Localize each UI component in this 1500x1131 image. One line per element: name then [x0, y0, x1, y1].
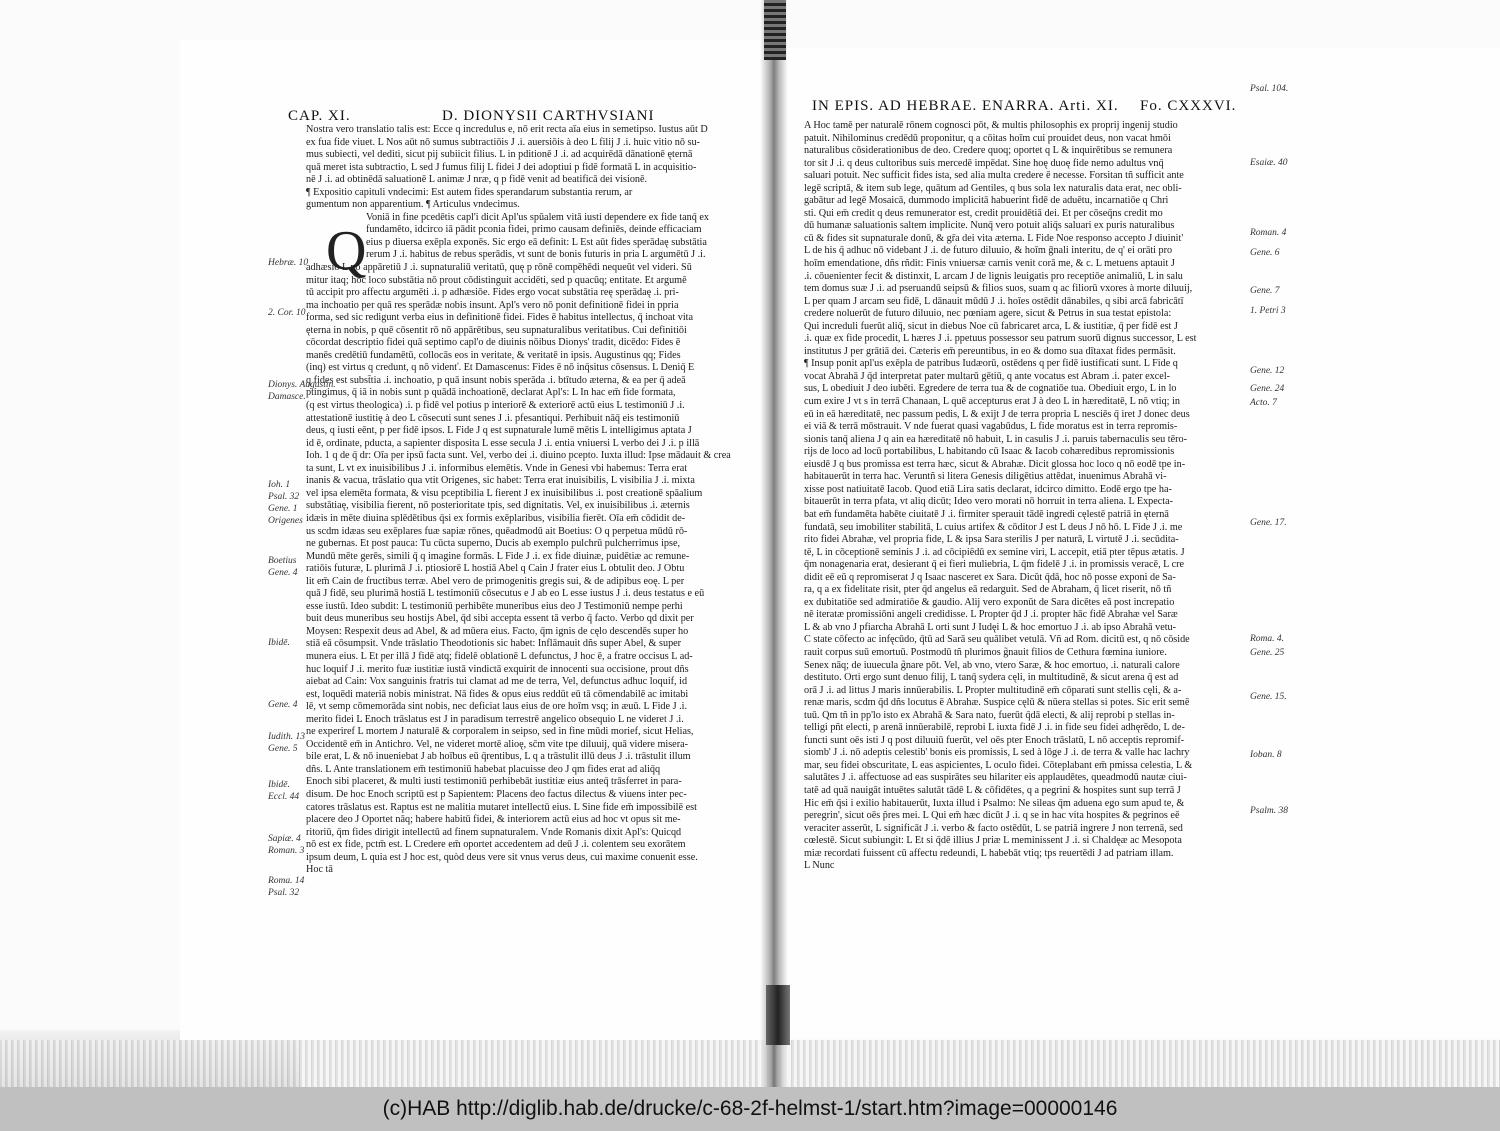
- scan-bottom-noise: [0, 1040, 1500, 1087]
- copyright-footer: [0, 1087, 1500, 1131]
- left-page-line: mitur itaq; hoc loco substātia nō prout cōdistinguit accidēti, sed p quacūq; entitate. Et argumē: [306, 274, 687, 286]
- left-page-line: huc loquif J .i. merito fuæ iustitiæ iustā vindictā exquirit de innocenti sua occisione, prout dñs: [306, 663, 689, 675]
- right-page-line: hoīm emendatione, dñs rñdit: Finis vniuersæ carnis venit corā me, & c. L metuens aptauit J: [804, 258, 1175, 270]
- right-page: [784, 48, 1500, 1038]
- right-page-line: telligi pñt electi, p arenā innūerabilē, reprobi L iuxta fidē J .i. in fide seu fidei adhęrēdo, L de-: [804, 722, 1185, 734]
- right-page-line: tem domus suæ J .i. ad pseruandū seipsū & filios suos, suam q ac filiorū vxores à morte diluuij,: [804, 283, 1193, 295]
- left-page-line: Ioh. 1 q de q̄ dr: Oīa per ipsū facta sunt. Vel, verbo dei .i. diuino pcepto. Iuxta illud: Ipse mādauit & crea: [306, 450, 731, 462]
- left-margin-note: Hebræ. 10: [268, 258, 309, 268]
- left-page-line: forma, sed sic redigunt verba eius in definitionē fidei. Fides ē habitus intellectus, q̄ inchoat vita: [306, 312, 694, 324]
- right-page-line: mar, seu fidei obscuritate, L eas aspicientes, L oculo fidei. Cōteplabant em̄ pmissa celestia, L &: [804, 759, 1193, 771]
- right-page-line: xisse post natiuitatē Iacob. Quod etiā Lira satis declarat, idcirco dimitto. Eodē ergo tpe ha-: [804, 483, 1172, 495]
- left-page-line: stiā eā cōsumpsit. Vnde trāslatio Theodotionis sic habet: Inflāmauit dñs super Abel, & super: [306, 638, 682, 650]
- left-page-line: q fides est subst̄tia .i. inchoatio, p quā insunt nobis sperāda .i. btītudo æterna, & ea per q̄ adeā: [306, 374, 686, 386]
- right-margin-note: Gene. 7: [1250, 286, 1280, 296]
- left-page-line: adhæsio L nō appāretiū J .i. supnaturaliū veritatū, quę p rōnē compēhēdi nequeūt vel videri. Sū: [306, 262, 692, 274]
- right-page-line: fundatā, seu imobiliter stabilitā, L cuius artifex & cōditor J est L deus J nō hō. L Fide J .i. me: [804, 521, 1183, 533]
- left-page-line: quā J fidē, seu plurimā hostiā L testimoniū cōsecutus e J ab eo L esse iustus J .i. deus testatus e eū: [306, 588, 705, 600]
- left-page-line: Moysen: Respexit deus ad Abel, & ad mūera eius. Facto, q̄m ignis de cęlo descendēs super ho: [306, 625, 689, 637]
- right-margin-note: Roman. 4: [1250, 228, 1287, 238]
- left-margin-note: Gene. 1: [268, 504, 298, 514]
- left-page-line: gumentum non apparentium. ¶ Articulus vndecimus.: [306, 199, 520, 211]
- left-margin-note: Dionys. Augustin.: [268, 380, 336, 390]
- left-page-line: idæis in mēte diuina splēdētibus q̄si ex formis exēplaribus, visibilia fierēt. Oīa em̄ cōdidit de-: [306, 512, 686, 524]
- left-page-line: aiebat ad Cain: Vox sanguinis fratris tui clamat ad me de terra, Vel, defunctus adhuc loquif, id: [306, 676, 688, 688]
- right-page-line: tuū. Q̄m tñ in pp'lo isto ex Abrahā & Sara nato, fuerūt q̄dā electi, & alij reprobi p stellas in-: [804, 709, 1175, 721]
- left-margin-note: Iudith. 13: [268, 732, 305, 742]
- right-page-line: sus, L obediuit J deo iubēti. Egredere de terra tua & de cognatiōe tua. Obediuit ergo, L in lo: [804, 383, 1177, 395]
- left-margin-note: Psal. 32: [268, 888, 300, 898]
- left-page-line: ex fua fide viuet. L Nos aūt nō sumus subtractiōis J .i. auersiōis à deo L filij J .i. huic vitio nō su-: [306, 136, 700, 148]
- left-page: [180, 40, 772, 1040]
- right-page-line: L Nunc: [804, 860, 835, 872]
- book-gutter: [760, 0, 788, 1087]
- left-page-line: Hoc tā: [306, 864, 333, 876]
- right-page-line: destituto. Orti ergo sunt denuo filij, L tanq̄ sydera cęli, in multitudinē, & sicut arena q̄ est ad: [804, 672, 1179, 684]
- right-page-line: veraciter asserūt, L significāt J .i. verbo & facto ostēdūt, L se patriā ingrere J non terrenā, sed: [804, 822, 1183, 834]
- right-page-line: A Hoc tamē per naturalē rōnem cognosci pōt, & multis philosophis ex proprij ingenij studio: [804, 120, 1178, 131]
- binding-thread-top: [764, 0, 786, 60]
- right-margin-note: Gene. 12: [1250, 366, 1285, 376]
- left-margin-note: Gene. 4: [268, 700, 298, 710]
- left-page-line: esse iustū. Ideo subdit: L testimoniū perhibēte muneribus eius deo J Testimoniū nempe perhi: [306, 600, 683, 612]
- right-margin-note: Psalm. 38: [1250, 806, 1288, 816]
- right-page-line: peregrin', sicut oēs p̃res mei. L Qui em̄ hæc dicūt J .i. q se in hac vita hospites & pegrinos eē: [804, 810, 1180, 822]
- right-page-line: naturalibus cōsiderationibus de deo. Credere quoq; oportet q L & inquirētibus se remunera: [804, 145, 1173, 157]
- left-margin-note: Ibidē.: [268, 638, 290, 648]
- left-page-line: munera eius. L Et per illā J fidē atq; fidelē oblationē L defunctus, J hoc ē, a fratre occisus L ad-: [306, 650, 693, 662]
- left-page-line: bile erat, L & nō inueniebat J ab hoībus eū q̄rentibus, L q a trāstulit illū deus J .i. trāstulit illum: [306, 751, 691, 763]
- left-margin-note: Roman. 3: [268, 846, 305, 856]
- left-page-line: Nostra vero translatio talis est: Ecce q incredulus e, nō erit recta aīa eius in semetipso. Iustus aūt D: [306, 124, 708, 135]
- binding-thread-bottom: [766, 985, 790, 1045]
- copyright-credit: (c)HAB http://diglib.hab.de/drucke/c-68-2f-helmst-1/start.htm?image=00000146: [382, 1097, 1118, 1120]
- left-page-line: merito fidei L Enoch trāslatus est J in paradisum terrestrē angelico obsequio L ne videret J .i.: [306, 713, 684, 725]
- left-page-line: lē, vt semp cōmemorāda sint nobis, nec deficiat laus eius de ore hoīm vsq; in æuū. L Fide J .i.: [306, 701, 688, 713]
- right-margin-note: Ioban. 8: [1250, 750, 1282, 760]
- right-page-line: eū in eā hæreditatē, nec passum pedis, L & exijt J de terra propria L nesciēs q̄ iret J donec deus: [804, 408, 1190, 420]
- left-page-line: ipsum deum, L quia est J hoc est, quòd deus vere sit vnus verus deus, cui maxime conuenit esse.: [306, 851, 698, 863]
- left-margin-note: Damasce.: [268, 392, 306, 402]
- right-page-line: institutus J per grātiā dei. Cæteris em̄ pereuntibus, in eo & domo sua dītaxat fides permāsit.: [804, 345, 1176, 357]
- right-page-line: ra, q a ex fidelitate risit, pter q̄d angelus eā redarguit. Sed de Abraham, q̄ licet riserit, nō tñ: [804, 584, 1172, 596]
- right-page-line: dū humanæ saluationis saltem implicite. Nunq̄ vero potuit aliq̄s saluari ex puris naturalibus: [804, 220, 1175, 232]
- left-margin-note: Boetius: [268, 556, 297, 566]
- left-page-line: ma inchoatio per quā res sperādæ nobis insunt. Apl's vero nō ponit definitionē fidei in ppria: [306, 299, 679, 311]
- right-page-line: vocat Abrahā J q̄d interpretat pater multarū gētiū, q ante vocatus est Abram .i. pater excel-: [804, 370, 1171, 382]
- right-page-line: patuit. Nihilominus credēdū proponitur, q a cōitas hoīm cui prouidet deus, non vacat hmōi: [804, 132, 1171, 144]
- right-page-line: miæ recordati fuissent cū affectu redeundi, L habebāt vtiq; tps reuertēdi J ad patriam illam.: [804, 847, 1174, 859]
- left-page-line: (q est virtus theologica) .i. p fidē vel potius p interiorē & exteriorē actū eius L testimoniū J .i.: [306, 400, 685, 412]
- right-page-line: L de his q̄ adhuc nō videbant J .i. de futuro diluuio, & hoīm ḡnali interitu, de q' ei orāti pro: [804, 245, 1173, 257]
- left-page-line: buit deus muneribus seu hostijs Abel, q̄d sibi accepta essent tā verbo q̄ facto. Verbo qd dixit per: [306, 613, 694, 625]
- right-page-line: eiusdē J q bus promissa est terra hæc, sicut & Abrahæ. Dicit glossa hoc loco q nō eodē tpe in-: [804, 458, 1186, 470]
- left-page-line: ritoriū, q̄m fides dirigit intellectū ad finem supnaturalem. Vnde Romanis dixit Apl's: Quicqd: [306, 826, 682, 838]
- right-page-line: saluari potuit. Nec sufficit fides ista, sed alia multa credere ē necesse. Forsitan tñ sufficit ante: [804, 170, 1184, 182]
- left-margin-note: Eccl. 44: [268, 792, 300, 802]
- left-margin-note: Sapiæ. 4: [268, 834, 301, 844]
- left-page-line: substātiaę, visibilia fierent, nō posterioritate tpis, sed dignitatis. Vel, ex inuisibilibus .i. æternis: [306, 500, 690, 512]
- right-page-line: renæ maris, scd̄m q̄d dñs locutus ē Abrahæ. Suspice cęlū & nūera stellas si potes. Sic erit semē: [804, 697, 1190, 709]
- right-margin-note: Gene. 6: [1250, 248, 1280, 258]
- right-margin-note: Psal. 104.: [1250, 84, 1289, 94]
- left-page-line: id ē, ordinate, pducta, a sapienter disposita L esse secula J .i. entia vniuersi L verbo dei J .i. p illā: [306, 437, 700, 449]
- right-page-line: C state cōfecto ac infęcūdo, q̄tū ad Sarā seu quālibet vetulā. Vñ ad Rom. dicitū est, q nō cōside: [804, 634, 1190, 646]
- left-page-line: ptingimus, q̄ iā in nobis sunt p quādā inchoationē, declarat Apl's: L In hac em̄ fide formata,: [306, 387, 676, 399]
- left-page-line: fundamēto, idcirco iā pādit pconia fidei, primo causam definiēs, deinde efficaciam: [366, 224, 702, 236]
- right-page-line: rauit corpus suū emortuū. Postmodū tñ plurimos g̃nauit filios de Cethura fœmina iuniore.: [804, 646, 1167, 658]
- right-margin-note: 1. Petri 3: [1250, 306, 1286, 316]
- left-page-line: est, loquēdi materiā nobis ministrat. Nā fides & opus eius reddūt eū tā cōmendabilē ac imitabi: [306, 688, 689, 700]
- left-page-line: placere deo J Oportet nāq; habere habitū fidei, & interiorem actū eius ad hoc vt opus sit me-: [306, 814, 681, 826]
- left-page-line: Mundū mēte gerēs, simili q̄ q imagine formās. L Fide J .i. ex fide diuinæ, puidētiæ ac remune-: [306, 550, 690, 562]
- left-margin-note: Roma. 14: [268, 876, 305, 886]
- right-page-line: L & ab vno J pfiarcha Abrahā L orti sunt J Iudęi L & hoc emortuo J .i. ab ipso Abrahā vetu-: [804, 621, 1177, 633]
- left-page-line: ratiōis futuræ, L plurimā J .i. ptiosiorē L hostiā Abel q Cain J frater eius L obtulit deo. J Obtu: [306, 563, 685, 575]
- right-page-line: ei viā & terrā mōstrauit. V nde fuerat quasi vagabūdus, L fide moratus est in terra repromis-: [804, 421, 1178, 433]
- left-page-line: disum. De hoc Enoch scriptū est p Sapientem: Placens deo factus dilectus & viuens inter pec-: [306, 788, 687, 800]
- left-page-line: ęterna in nobis, p quē cōsentit rō nō appārētibus, seu supnaturalibus veritatibus. Cui definitiōi: [306, 324, 687, 336]
- right-page-line: salutātes J .i. affectuose ad eas suspirātes seu hilariter eis applaudētes, queadmodū nautæ ciui-: [804, 772, 1187, 784]
- left-page-line: inanis & vacua, trāslatio qua vtit Origenes, sic habet: Terra erat inuisibilis, L visibilia J .i. mixta: [306, 475, 695, 487]
- right-page-line: siomb' J .i. nō adeptis celestib' bonis eis promissis, L sed à lōge J .i. de terra & valle hac lachry: [804, 747, 1190, 759]
- left-page-line: tū accipit pro affectu argumēti .i. p adhæsiōe. Fides ergo vocat substātia reę sperādaę .i. pri-: [306, 287, 679, 299]
- right-page-line: ex dubitatiōe sed admiratiōe & gaudio. Alij vero exponūt de Sara dicētes eā post increpatio: [804, 596, 1175, 608]
- right-page-line: bat em̄ fundamēta habēte ciuitatē J .i. firmiter sperauit tādē ingredi cęlestē patriā in ęternā: [804, 508, 1169, 520]
- right-page-line: ¶ Insup ponit apl'us exēpla de patribus Iudæorū, ostēdens q per fidē iustificati sunt. L Fide q: [804, 358, 1178, 370]
- right-page-line: rijs de loco ad locū portabilibus, L habitando cū Isaac & Iacob cohæredibus repromissionis: [804, 446, 1175, 458]
- right-page-line: cū & fides sit supnaturale donū, & gr̄a dei vita æterna. L Fide Noe responso accepto J diuinit': [804, 232, 1184, 244]
- right-page-line: Hic em̄ q̄si i exilio habitauerūt, Iuxta illud i Psalmo: Ne sileas q̄m aduena ego sum apud te, &: [804, 797, 1185, 809]
- right-page-line: .i. cōuenienter fecit & distinxit, L arcam J de lignis leuigatis pro receptiōe animaliū, L in salu: [804, 270, 1183, 282]
- right-page-line: Senex nāq; de iuuecula g̃nare pōt. Vel, ab vno, vtero Saræ, & hoc emortuo, .i. naturali calore: [804, 659, 1180, 671]
- left-margin-note: 2. Cor. 10: [268, 308, 306, 318]
- left-page-line: deus, q iusti eēnt, p per fidē ipsos. L Fide J q est supnaturale lumē mētis L intelligimus aptata J: [306, 425, 692, 437]
- right-margin-note: Gene. 17.: [1250, 518, 1287, 528]
- right-page-line: nē iteratæ promissiōni angeli credidisse. L Propter q̄d J .i. propter hāc fidē Abrahæ vel Saræ: [804, 609, 1178, 621]
- right-page-line: habitauerūt in terra hac. Veruntñ si litera Genesis diligētius attēdat, inuenimus Abrahā vi-: [804, 471, 1167, 483]
- right-page-line: didit eē eū q repromiserat J q Isaac nasceret ex Sara. Dicūt q̄dā, hoc nō posse exponi de Sa-: [804, 571, 1176, 583]
- left-page-line: vel ipsa elemēta formata, & visu pceptibilia L fierent J ex inuisibilibus .i. post creationē spāalium: [306, 487, 703, 499]
- left-page-line: attestationē iustitię à deo L cōsecuti sunt senes J .i. pfesantiqui. Perhibuit nāq̄ eis testimoniū: [306, 412, 680, 424]
- left-page-line: eius p diuersa exēpla exponēs. Sic ergo eā definit: L Est aūt fides sperādaę substātia: [366, 236, 707, 248]
- left-margin-note: Ioh. 1: [268, 480, 291, 490]
- left-page-line: lit em̄ Cain de fructibus terræ. Abel vero de primogenitis gregis sui, & de adipibus eoę. L per: [306, 575, 685, 587]
- running-title-left: D. DIONYSII CARTHVSIANI: [442, 108, 655, 124]
- right-margin-note: Roma. 4.: [1250, 634, 1285, 644]
- right-page-line: gabātur ad legē Mosaicā, dummodo implicitā habuerint fidē de aduētu, incarnatiōe q Chri: [804, 195, 1169, 207]
- right-page-line: tatē ad quā nauigāt intuētes salutāt tādē L & cōfidētes, q a pegrini & hospites sunt sup terrā J: [804, 784, 1181, 796]
- left-text-column: [306, 124, 762, 877]
- right-page-line: Qui increduli fuerūt aliq̄, sicut in diebus Noe cū fabricaret arca, L & iustitiæ, q̄ per fidē est J: [804, 320, 1178, 332]
- right-page-line: orā J .i. ad littus J maris innūerabilis. L Propter multitudinē em̄ cōparati sunt stellis cęli, & a-: [804, 684, 1182, 696]
- left-page-line: Occidentē em̄ in Antichro. Vel, ne videret mortē alioę, sc̄m vite tpe diluuij, quā videre misera-: [306, 738, 689, 750]
- right-text-column: [804, 120, 1242, 873]
- left-margin-note: Gene. 4: [268, 568, 298, 578]
- right-page-line: bitauerūt in terra pfata, vt aliq dicūt; Ideo vero morati nō horruit in terra aliena. L Expecta-: [804, 496, 1174, 508]
- left-margin-note: Ibidē.: [268, 780, 290, 790]
- left-page-line: (inq) est virtus q credunt, q nō videnť. Et Damascenus: Fides ē nō inq̄situs cōsensus. L Deniq̄ E: [306, 362, 695, 374]
- right-page-line: credere noluerūt de futuro diluuio, nec pœniam agere, sicut & Petrus in sua testat epistola:: [804, 308, 1172, 320]
- folio-number: Fo. CXXXVI.: [1140, 98, 1237, 114]
- left-page-line: ne experiref L mortem J naturalē & corporalem in seipso, sed in fine mūdi morief, sicut Helias,: [306, 726, 694, 738]
- left-page-line: manēs credētiū fundamētū, collocās eos in veritate, & veritatē in ipsis. Augustinus qq; Fides: [306, 349, 681, 361]
- left-margin-note: Psal. 32: [268, 492, 300, 502]
- left-page-line: Enoch sibi placeret, & multi iusti testimoniū perhibebāt iustitiæ eius anteq̄ trāsferret in para-: [306, 776, 682, 788]
- right-page-line: tē, L in cōceptionē seminis J .i. ad cōcipiēdū ex semine viri, L accepit, etiā pter tēpus ætatis. J: [804, 546, 1185, 558]
- right-margin-note: Gene. 25: [1250, 648, 1285, 658]
- dropcap-initial: Q: [326, 220, 367, 282]
- right-page-line: functi sunt oēs isti J q post diluuiū fuerūt, vel oēs pter Enoch trāslatū, L nō acceptis repromif-: [804, 734, 1185, 746]
- right-page-line: q̄m nonagenaria erat, desierant q̄ ei fieri muliebria, L q̄m fidelē J .i. in promissis veracē, L cre: [804, 559, 1185, 571]
- left-page-line: Voniā in fine pcedētis capl'i dicit Apl'us spūalem vitā iusti dependere ex fide tanq̄ ex: [366, 211, 709, 223]
- left-margin-note: Gene. 5: [268, 744, 298, 754]
- left-page-line: ¶ Expositio capituli vndecimi: Est autem fides sperandarum substantia rerum, ar: [306, 186, 633, 198]
- right-margin-note: Acto. 7: [1250, 398, 1277, 408]
- left-page-line: nē J .i. ad obtinēdā saluationē L animæ J nræ, q p fidē venit ad beatificā dei visionē.: [306, 174, 648, 186]
- left-page-line: ne gubernas. Et post pauca: Tu cūcta superno, Ducis ab exemplo pulchrū pulcherrimus ipse,: [306, 538, 681, 550]
- left-page-line: mus subiecti, vel dediti, sicut pij subiicit filius. L in pditionē J .i. ad acquirēdā dānationē ęternā: [306, 149, 693, 161]
- right-page-line: tor sit J .i. q deus cultoribus suis mercedē impēdat. Sine hoę duoę fide nemo adultus vnq̄: [804, 157, 1164, 169]
- right-page-line: cœlestē. Sicut subiungit: L Et si q̄dē illius J priæ L meminissent J .i. si Chaldęæ ac Mesopota: [804, 835, 1182, 847]
- left-page-line: rerum J .i. habitus de rebus sperādis, vt sunt de bonis futuris in pria L argumētū J .i.: [366, 249, 706, 261]
- left-margin-note: Origenes: [268, 516, 303, 526]
- right-page-line: L per quam J arcam seu fidē, L dānauit mūdū J .i. hoīes ostēdit dānabiles, q sibi arcā fabricātī: [804, 295, 1184, 307]
- chapter-label: CAP. XI.: [288, 108, 351, 124]
- right-margin-note: Gene. 24: [1250, 384, 1285, 394]
- running-title-right: IN EPIS. AD HEBRAE. ENARRA. Arti. XI.: [812, 98, 1119, 114]
- right-page-line: .i. quæ ex fide procedit, L hæres J .i. ppetuus possessor seu patrum suorū dignus successor, L est: [804, 333, 1197, 345]
- left-page-line: catores trāslatus est. Raptus est ne malitia mutaret intellectū eius. L Sine fide em̄ impossibilē est: [306, 801, 697, 813]
- right-page-line: sionis tanq̄ aliena J q ain ea hæreditatē nō habuit, L in casulis J .i. paruis tabernaculis seu tēro-: [804, 433, 1187, 445]
- left-page-line: quā meret ista subtractio, L sed J fumus filij L fidei J dei adoptiui p fidē formatā L in acquisitio-: [306, 161, 697, 173]
- left-page-line: ta sunt, L vt ex inuisibilibus J .i. informibus elemētis. Vnde in Genesi vbi habemus: Terra erat: [306, 462, 688, 474]
- right-page-line: rito fidei Abrahæ, vel propria fide, L & ipsa Sara sterilis J per naturā, L virtutē J .i. secūdita-: [804, 534, 1179, 546]
- right-page-line: cum exire J vt s in terrā Chanaan, L quē accepturus erat J à deo L in hæreditatē, L nō vtiq; in: [804, 396, 1180, 408]
- right-page-line: legē scriptā, & item sub lege, quātum ad Gentiles, q bus sola lex naturalis data erat, nec obli-: [804, 182, 1182, 194]
- left-page-line: dñs. L Ante translationem em̄ testimoniū habebat placuisse deo J qm fides erat ad aliq̄q: [306, 763, 661, 775]
- right-page-line: sti. Qui em̄ credit q deus remunerator est, credit prouidētiā dei. Et per cōseq̄ns credit mo: [804, 207, 1163, 219]
- right-margin-note: Gene. 15.: [1250, 692, 1287, 702]
- left-page-line: cōcordat descriptio fidei quā septimo capl'o de diuinis nōibus Dionys' tradit, dicēdo: Fides ē: [306, 337, 681, 349]
- left-page-line: us scd̄m idæas seu exēplares fuæ sapiæ rōnes, quēadmodū ait Boetius: O q perpetua mūdū rō-: [306, 525, 688, 537]
- right-margin-note: Esaiæ. 40: [1250, 158, 1288, 168]
- left-page-line: nō est ex fide, pctm̄ est. L Credere em̄ oportet accedentem ad deū J .i. colentem seu exorātem: [306, 839, 686, 851]
